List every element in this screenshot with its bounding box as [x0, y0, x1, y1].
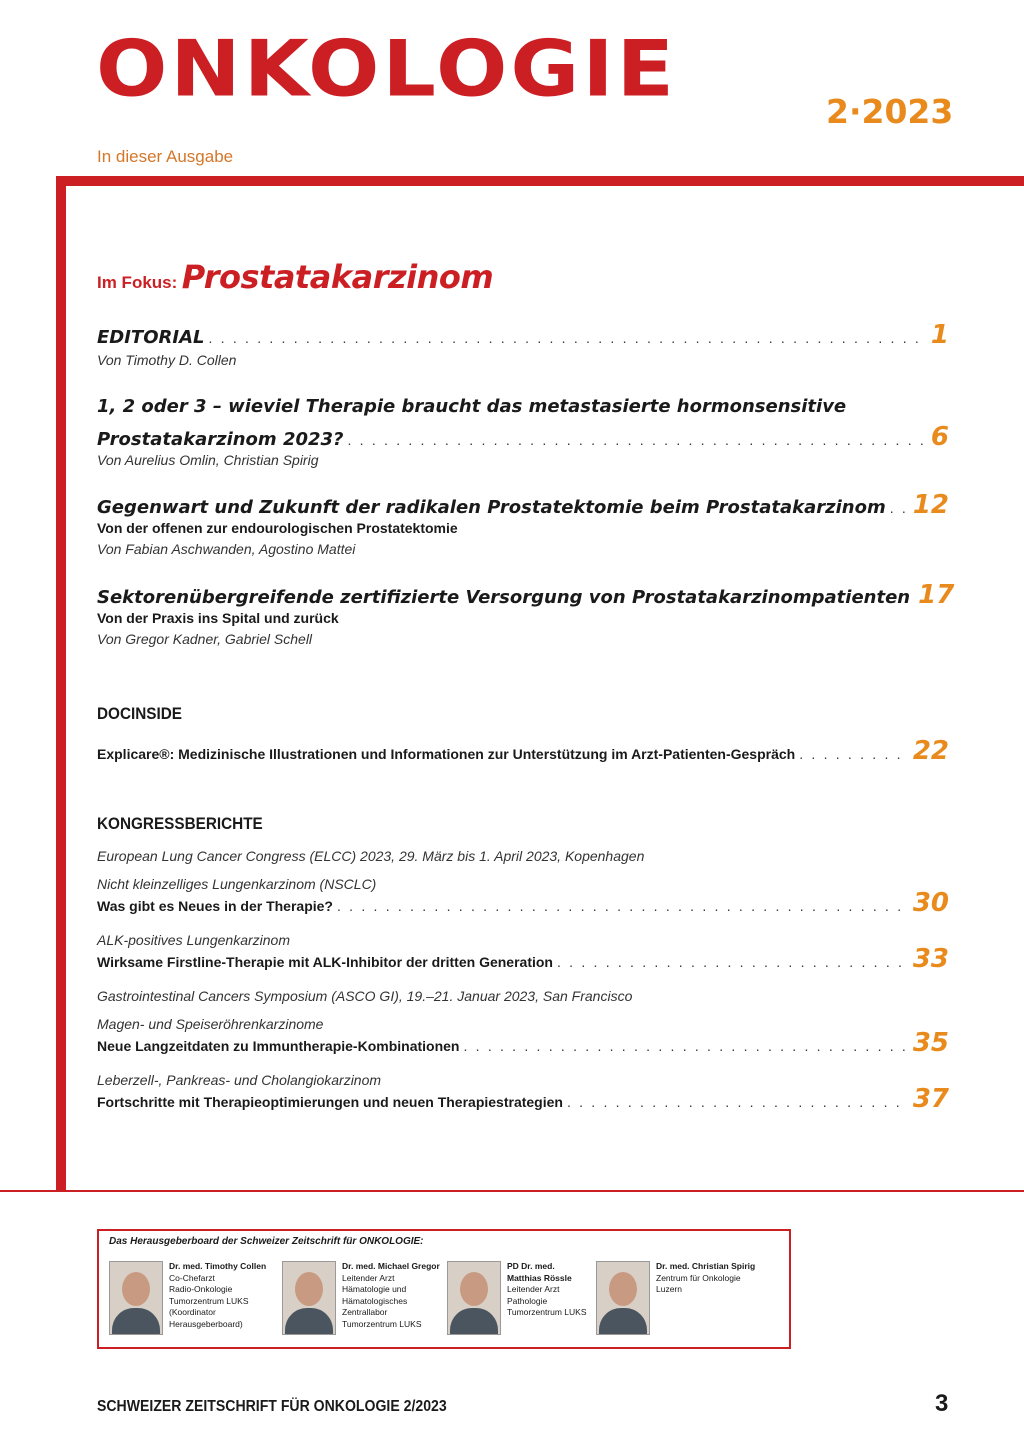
member-line: Co-Chefarzt	[169, 1272, 215, 1283]
member-line: Leitender Arzt	[507, 1284, 560, 1294]
entry-author: Von Timothy D. Collen	[97, 352, 237, 368]
red-top-bar	[56, 176, 1024, 186]
entry-subtitle: Von der Praxis ins Spital und zurück	[97, 610, 339, 626]
toc-entry-magen[interactable]	[97, 1028, 949, 1058]
member-name: Dr. med. Timothy Collen	[169, 1261, 267, 1271]
footer-journal: SCHWEIZER ZEITSCHRIFT FÜR ONKOLOGIE 2/2023	[97, 1398, 447, 1415]
member-line: Tumorzentrum LUKS	[169, 1295, 249, 1306]
dot-leader	[337, 898, 909, 914]
entry-category: Magen- und Speiseröhrenkarzinome	[97, 1016, 324, 1032]
entry-title: Sektorenübergreifende zertifizierte Versorgung von Prostatakarzinompatienten	[97, 587, 911, 608]
focus-heading	[97, 258, 493, 296]
toc-entry-alk[interactable]	[97, 944, 949, 974]
entry-category: Nicht kleinzelliges Lungenkarzinom (NSCLC)	[97, 876, 377, 892]
member-line: Luzern	[656, 1284, 682, 1294]
entry-title: Prostatakarzinom 2023?	[97, 429, 344, 450]
member-line: (Koordinator	[169, 1307, 216, 1317]
member-name: Dr. med. Michael Gregor	[342, 1261, 440, 1271]
entry-author: Von Gregor Kadner, Gabriel Schell	[97, 631, 313, 647]
page-number: 33	[912, 944, 949, 974]
member-line: Pathologie	[507, 1295, 548, 1306]
dot-leader	[208, 330, 926, 346]
focus-title: Prostatakarzinom	[181, 258, 494, 296]
dot-leader	[347, 432, 926, 448]
member-line: Tumorzentrum LUKS	[342, 1318, 422, 1329]
bottom-red-rule	[0, 1190, 1024, 1192]
member-line: Leitender Arzt	[342, 1272, 395, 1283]
issue-number: 2·2023	[826, 92, 954, 131]
portrait-photo	[109, 1261, 163, 1335]
toc-entry-editorial[interactable]	[97, 320, 949, 350]
congress-name: Gastrointestinal Cancers Symposium (ASCO GI), 19.–21. Januar 2023, San Francisco	[97, 988, 633, 1004]
member-line: Zentrallabor	[342, 1307, 388, 1317]
entry-author: Von Fabian Aschwanden, Agostino Mattei	[97, 541, 356, 557]
page-number: 35	[912, 1028, 949, 1058]
entry-subtitle: Von der offenen zur endourologischen Prostatektomie	[97, 520, 458, 536]
section-heading-kongressberichte: KONGRESSBERICHTE	[97, 814, 263, 833]
page-number: 22	[912, 736, 949, 766]
entry-author: Von Aurelius Omlin, Christian Spirig	[97, 452, 319, 468]
member-name: Dr. med. Christian Spirig	[656, 1261, 756, 1271]
focus-label: Im Fokus:	[97, 273, 178, 292]
page-number: 1	[930, 320, 949, 350]
member-line: Hämatologie und	[342, 1284, 407, 1294]
page-number: 30	[912, 888, 949, 918]
congress-name: European Lung Cancer Congress (ELCC) 2023, 29. März bis 1. April 2023, Kopenhagen	[97, 848, 645, 864]
toc-entry-title-line	[97, 396, 949, 417]
entry-title: Gegenwart und Zukunft der radikalen Prostatektomie beim Prostatakarzinom	[97, 497, 886, 518]
toc-entry-leberzell[interactable]	[97, 1084, 949, 1114]
toc-entry-prostatektomie[interactable]	[97, 490, 949, 520]
page-number: 17	[918, 580, 955, 610]
board-member-gregor	[282, 1261, 440, 1335]
entry-title-line1: 1, 2 oder 3 – wieviel Therapie braucht das metastasierte hormonsensitive	[97, 396, 847, 417]
editorial-board-box	[97, 1229, 791, 1349]
portrait-photo	[282, 1261, 336, 1335]
member-line: Radio-Onkologie	[169, 1284, 233, 1294]
dot-leader	[557, 954, 909, 970]
red-left-bar	[56, 176, 66, 1190]
entry-title: Fortschritte mit Therapieoptimierungen und neuen Therapiestrategien	[97, 1094, 563, 1110]
dot-leader	[567, 1094, 909, 1110]
toc-entry-prostatakarzinom-2023[interactable]	[97, 422, 949, 452]
toc-entry-explicare[interactable]	[97, 736, 949, 766]
portrait-photo	[447, 1261, 501, 1335]
entry-title: Wirksame Firstline-Therapie mit ALK-Inhibitor der dritten Generation	[97, 954, 553, 970]
entry-title: Explicare®: Medizinische Illustrationen und Informationen zur Unterstützung im Arzt-Patienten-Gespräch	[97, 746, 796, 762]
board-title: Das Herausgeberboard der Schweizer Zeitschrift für ONKOLOGIE:	[109, 1236, 424, 1247]
dot-leader	[890, 500, 909, 516]
board-member-roessle	[447, 1261, 587, 1335]
page-subtitle: In dieser Ausgabe	[97, 147, 234, 166]
journal-logo: ONKOLOGIE	[96, 23, 677, 114]
entry-title: Was gibt es Neues in der Therapie?	[97, 898, 333, 914]
entry-category: ALK-positives Lungenkarzinom	[97, 932, 290, 948]
dot-leader	[799, 746, 909, 762]
member-name: PD Dr. med.	[507, 1261, 555, 1271]
member-line: Zentrum für Onkologie	[656, 1272, 741, 1283]
dot-leader	[463, 1038, 908, 1054]
entry-title: Neue Langzeitdaten zu Immuntherapie-Kombinationen	[97, 1038, 460, 1054]
toc-entry-versorgung[interactable]	[97, 580, 955, 610]
page-number: 37	[912, 1084, 949, 1114]
member-line: Tumorzentrum LUKS	[507, 1307, 587, 1317]
toc-entry-nsclc[interactable]	[97, 888, 949, 918]
page-number: 6	[930, 422, 949, 452]
member-name-2: Matthias Rössle	[507, 1272, 572, 1283]
entry-category: Leberzell-, Pankreas- und Cholangiokarzinom	[97, 1072, 382, 1088]
footer-page-number: 3	[935, 1390, 949, 1417]
board-member-collen	[109, 1261, 266, 1335]
member-line: Herausgeberboard)	[169, 1318, 243, 1329]
page-number: 12	[912, 490, 949, 520]
entry-title: EDITORIAL	[97, 327, 205, 348]
member-line: Hämatologisches	[342, 1295, 408, 1306]
portrait-photo	[596, 1261, 650, 1335]
board-member-spirig	[596, 1261, 755, 1335]
section-heading-docinside: DOCINSIDE	[97, 704, 183, 723]
